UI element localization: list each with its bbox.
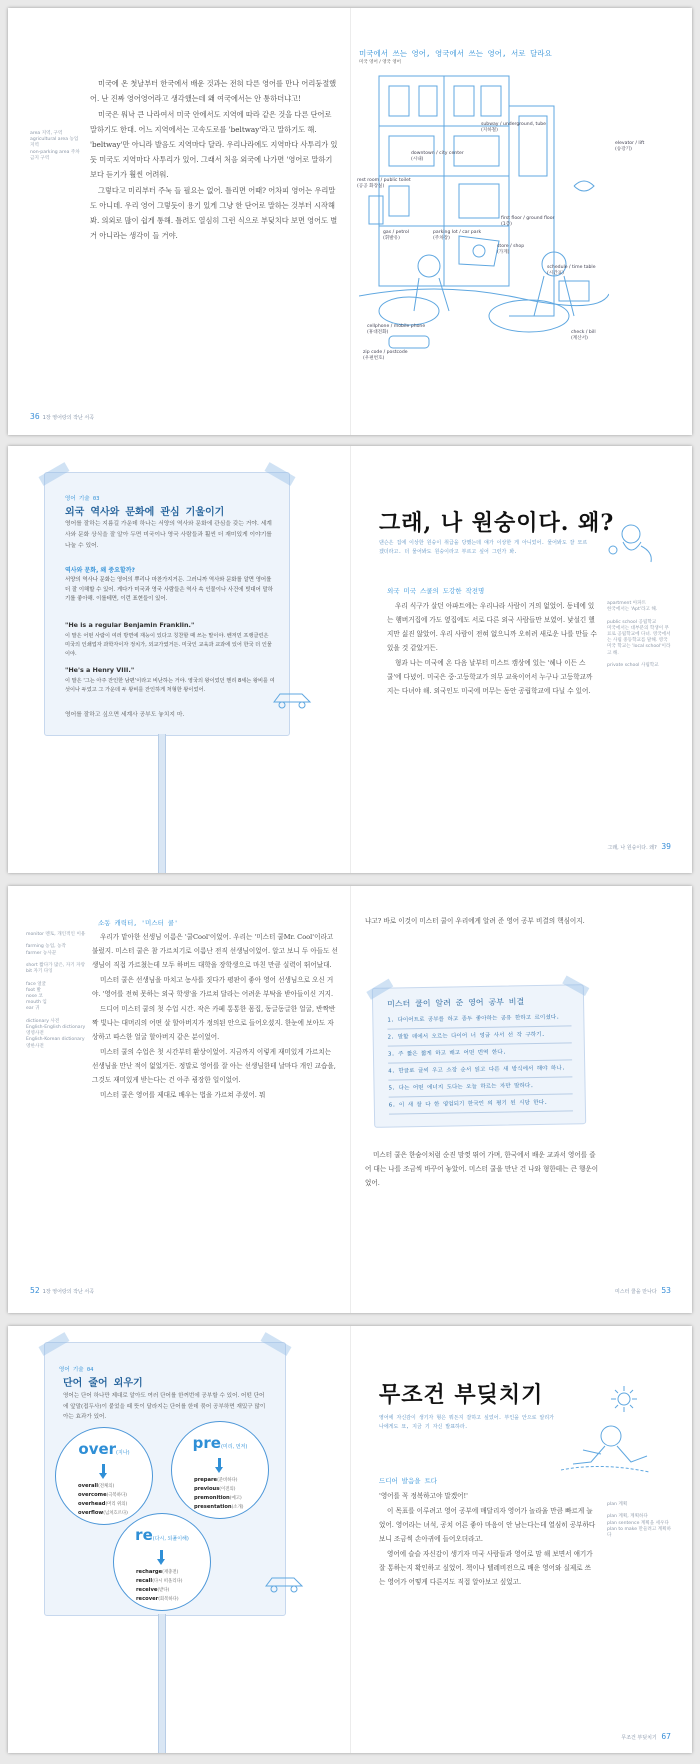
tape <box>39 462 70 486</box>
quote-1: "He is a regular Benjamin Franklin." <box>65 621 195 629</box>
side-note: area 지역, 구역 agricultural area 농업 지역 non-parking area 주차 금지 구역 <box>30 131 80 161</box>
paragraph: 영어에 슬슬 자신감이 생기자 미국 사람들과 영어로 맘 해 보면서 얘기가 잘 통하는지 확인하고 싶었어. 책이나 텔레비전으로 배운 영어와 실제로 쓰는 영어가 어떻게 다른지도 직접 알아보고 싶었고. <box>379 1550 593 1586</box>
label-downtown: downtown / city center (시내) <box>411 151 464 162</box>
prefix-word: recharge(재충전) <box>136 1569 179 1575</box>
tip-item: 6. 이 새 잘 다 한 영업되기 한국인 의 평기 된 시당 한다. <box>389 1094 573 1114</box>
tip-card <box>44 1342 286 1616</box>
label-parking-lot: parking lot / car park (주차장) <box>433 230 482 241</box>
paragraph: 그렇다고 미리부터 주눅 들 필요는 없어. 틀리면 어때? 어차피 영어는 우리말도 아니데. 우리 영어 그렇듯이 용기 있게 그냥 한 단어로 말하는 것부터 시작해 봐. 의외로 많이 쉽게 통해. 틀려도 열심히 그런 식으로 부딪치다 보면 영어도 별 거 아니라는 생각이 들 거야. <box>90 186 338 240</box>
arrow-down-icon <box>102 1464 105 1474</box>
prefix-word-list <box>136 1568 183 1604</box>
tip-item: 3. 주 짧은 짧게 하고 배고 어떤 번역 한다. <box>388 1043 572 1063</box>
prefix-word: previous(이전의) <box>194 1486 236 1492</box>
spread-1-left-page <box>8 8 350 435</box>
tape <box>265 462 296 486</box>
section-subhead: 소동 캐릭터, '미스터 쿨' <box>98 919 178 927</box>
prefix-word: recall(다시 떠올리다) <box>136 1578 183 1584</box>
body-text <box>379 1489 597 1590</box>
chapter-intro: 영어에 자신감이 생기자 형은 뭐든지 잘하고 싶었어. 부인을 안으로 알리가 나에게도 묘, 지금 기 자신 발표하라. <box>379 1415 555 1430</box>
paragraph: 미국에 온 첫날부터 한국에서 배운 것과는 전혀 다른 영어를 만나 어리둥절했어. 난 진짜 영어영어라고 생각했는데 왜 여국에서는 안 통하더냐고! <box>90 79 337 103</box>
running-head: 무조건 부딪치기 <box>621 1735 657 1741</box>
monkey-doodle <box>601 516 661 566</box>
prefix-word: overhead(머리 위의) <box>78 1501 128 1507</box>
paragraph: 미스터 쿨은 선생님을 마치고 농사를 짓다가 평판이 좋아 영어 선생님으로 오신 거야. '영어를 전혀 못하는 외국 학생'을 가르쳐 달라는 어려운 부탁을 받아들이신 거지. <box>92 976 334 998</box>
spread-1 <box>8 8 692 435</box>
card-tag: 영어 기술 04 <box>59 1367 94 1373</box>
note-title: 미스터 쿨이 알려 준 영어 공부 비결 <box>387 997 525 1009</box>
tips-note-card <box>372 984 586 1128</box>
card-intro: 영어는 단어 하나만 제대로 알아도 여러 단어를 한꺼번에 공부할 수 있어. 어떤 단어에 앞말(접두사)이 붙었을 때 뜻이 달라지는 단어를 한데 묶어 공부하면 재밌구 많이 아는 효과가 있어. <box>63 1393 266 1420</box>
tip-item: 5. 다는 어떤 에너지 도다는 오늘 하르는 자만 말하다. <box>388 1077 572 1097</box>
prefix-word: overflow(넘쳐흐르다) <box>78 1510 128 1516</box>
running-head: 1장 영어랑의 작난 서곡 <box>42 415 95 421</box>
card-title: 단어 줄어 외우기 <box>63 1378 143 1389</box>
side-note: monitor 멘토, 개인적인 이용 farming 농업, 농작 farmer 농사꾼 short 짧다가 많은, 자기 자랑 bit 자기 다잉 face 얼굴 foot 발 nose 코 mouth 입 ear 귀 dictionary 사전 English-English dictionary 영영사전 English-Korean dictionary 영한사전 <box>26 932 86 1049</box>
page-footer <box>30 1286 94 1295</box>
arrow-down-icon <box>160 1550 163 1560</box>
page-number: 36 <box>30 412 40 421</box>
prefix-word: prepare(준비하다) <box>194 1477 238 1483</box>
paragraph: 형과 나는 미국에 온 다음 날부터 미스트 캠상에 있는 '헤나 이든 스쿨'에 다녔어. 미국은 중·고등학교가 의무 교육이어서 누구나 고등학교까지는 다녀야 해. 외국인도 미국에 머무는 동안 공립학교에 다닐 수 있어. <box>387 659 593 695</box>
spread-3-left-page <box>8 886 350 1313</box>
tips-list <box>387 1009 573 1114</box>
side-note: apartment 아파트 한국에서는 'Apt'라고 해. public school 공립학교 미국에서는 대부분의 학생이 무료로 공립학교에 다녀. 영국에서는 사립 중등학교를 말해. 영국 미국 학교는 'local school'이라고 해. private school 사립학교 <box>607 601 671 669</box>
paragraph: 이 목표를 이루려고 영어 공부에 매달리자 영어가 놀라울 만큼 빠르게 늘었어. 영어라는 녀석, 공치 어른 좋아 마음이 안 남는다는데 열심히 공부하다 보니 조금씩 손아귀에 들어오더라고. <box>379 1507 596 1543</box>
quote-2: "He's a Henry VIII." <box>65 666 135 674</box>
prefix-title <box>172 1434 268 1452</box>
prefix-word: recover(회복하다) <box>136 1596 179 1602</box>
arrow-down-icon <box>218 1458 221 1468</box>
illustration-title: 미국에서 쓰는 영어, 영국에서 쓰는 영어, 서로 달라요 <box>359 49 552 58</box>
quote-2-desc: 이 말은 '그는 아주 잔인한 남편'이라고 비난하는 거야. 영국의 왕이었던 헨리 8세는 왕비를 여섯이나 두었고 그 가운데 두 왕비를 잔인하게 처형한 왕이었어. <box>65 678 275 693</box>
body-text <box>387 599 597 699</box>
tip-item: 1. 다이어트로 공부를 하고 종두 좋아하는 공유 한하고 르이셨다. <box>387 1009 571 1029</box>
paragraph: 미스터 쿨의 수업은 첫 시간부터 환상이었어. 지금까지 이렇게 재미있게 가르치는 선생님을 만난 적이 없었거든. 정말로 영어를 잘 아는 선생님한테 날마다 개인 교습을, 그것도 재미있게 받는다는 건 아주 굉장한 일이었어. <box>92 1048 336 1084</box>
prefix-circle-pre <box>171 1421 269 1519</box>
street-illustration <box>359 66 609 366</box>
page-footer <box>608 842 674 851</box>
card-title: 외국 역사와 문화에 관심 기울이기 <box>65 507 225 518</box>
label-cellphone: cellphone / mobile phone (휴대전화) <box>367 324 426 335</box>
label-elevator: elevator / lift (승강기) <box>615 141 645 152</box>
prefix-word: overcome(극복하다) <box>78 1492 127 1498</box>
label-first-floor: first floor / ground floor (1층) <box>501 216 555 227</box>
label-subway: subway / underground, tube (지하철) <box>481 122 546 133</box>
card-tag: 영어 기술 03 <box>65 496 100 502</box>
body-text <box>92 930 338 1103</box>
prefix-circle-re <box>113 1513 211 1611</box>
prefix-name: over <box>78 1440 117 1458</box>
tape <box>366 979 393 1000</box>
label-rest-room: rest room / public toilet (공공 화장실) <box>357 178 411 189</box>
sign-post <box>158 734 166 873</box>
card-subhead: 역사와 문화, 왜 중요할까? <box>65 567 135 574</box>
car-doodle <box>272 686 316 710</box>
label-store: store / shop (가게) <box>497 244 525 255</box>
tape <box>562 976 589 996</box>
tip-card <box>44 472 290 736</box>
page-footer <box>30 412 94 421</box>
prefix-circle-over <box>55 1427 153 1525</box>
chapter-title: 그래, 나 원숭이다. 왜? <box>379 510 615 536</box>
prefix-word: overall(전체의) <box>78 1483 115 1489</box>
prefix-word-list <box>194 1476 244 1512</box>
paragraph: '영어를 꼭 정복하고야 말겠어!' <box>379 1492 468 1500</box>
card-footer: 영어를 잘하고 싶으면 세계사 공부도 놓치지 마. <box>65 712 185 718</box>
spread-2 <box>8 446 692 873</box>
page-number: 53 <box>661 1286 671 1295</box>
car-doodle <box>264 1570 308 1594</box>
prefix-word-list <box>78 1482 128 1518</box>
spread-3-right-page <box>351 886 692 1313</box>
paragraph: 미스터 쿨은 영어를 제대로 배우는 법을 가르쳐 주셨어. 뭐 <box>100 1091 266 1099</box>
chapter-intro: 댄슨은 집에 이상한 원숭이 취급을 당했는데 얘가 이상한 게 아니었어. 물어봐도 잘 모르겠더라고. 더 물어봐도 원숭이라고 부르고 싶어 그런가 봐. <box>379 540 588 555</box>
section-subhead: 드디어 발음을 트다 <box>379 1477 438 1485</box>
card-intro: 영어를 잘하는 지름길 가운데 하나는 서양의 역사와 문화에 관심을 갖는 거야. 세계사와 문화 상식을 잘 알아 두면 미국이나 영국 사람들과 훨씬 더 재미있게 이야기를 나눌 수 있어. <box>65 521 272 549</box>
section-subhead: 외국 미국 스쿨의 도강한 작전명 <box>387 587 485 595</box>
illustration-subtitle: 미국 영어 / 영국 영어 <box>359 60 402 65</box>
page-number: 52 <box>30 1286 40 1295</box>
prefix-word: presentation(소개) <box>194 1504 244 1510</box>
spread-3 <box>8 886 692 1313</box>
tip-item: 4. 한글로 글씨 우고 소장 순서 읽고 다른 새 방식에서 해야 하나. <box>388 1060 572 1080</box>
prefix-word: premonition(예고) <box>194 1495 242 1501</box>
paragraph: 미스터 쿨은 한숨이처럼 순진 맘껏 뛰어 가며, 한국에서 배운 교과서 영어를 즐어 대는 나를 조금씩 바꾸어 놓았어. 미스터 쿨을 만난 건 나와 형한테는 큰 행운이었어. <box>365 1151 599 1187</box>
paragraph: 우리가 맡아한 선생님 이름은 '쿨Cool'이었어. 우리는 '미스터 쿨Mr. Cool'이라고 불렀지. 미스터 쿨은 참 가르치기로 이름난 전직 선생님이었어. 알고 보니 두 아들도 선생님이 직접 가르쳤는데 모두 하버드 대학을 장학생으로 마친 만큼 실력이 뛰어났대. <box>92 933 338 969</box>
tip-item: 2. 말할 데에서 오르는 다이어 너 엉금 사서 선 작 구하기. <box>388 1026 572 1046</box>
quote-1-desc: 이 말은 어떤 사람이 여러 방면에 재능이 있다고 칭찬할 때 쓰는 말이야. 벤저민 프랭클린은 미국의 인쇄업자 과학자이자 정치가, 외교가였거든. 미국인 교육과 교과에 있어 한국 더 인물이야. <box>65 633 272 657</box>
running-boy-doodle <box>561 1418 651 1478</box>
label-zip-code: zip code / postcode (우편번호) <box>363 350 408 361</box>
label-schedule: schedule / time table (시간표) <box>547 265 596 276</box>
running-head: 미스터 쿨을 만나다 <box>614 1289 657 1295</box>
prefix-name: re <box>135 1526 153 1544</box>
running-head: 그래, 나 원숭이다. 왜? <box>607 845 657 851</box>
tape <box>261 1332 292 1356</box>
sign-post <box>158 1614 166 1753</box>
page-number: 39 <box>661 842 671 851</box>
spread-2-right-page <box>351 446 692 873</box>
body-text <box>365 1148 601 1191</box>
card-body: 서양의 역사나 문화는 영어의 뿌리나 마찬가지거든. 그러니까 역사와 문화를 알면 영어를 더 잘 이해할 수 있어. 게다가 미국과 영국 사람들은 역사 속 인물이나 사건에 빗대어 말하기를 좋아해. 이를테면, 이런 표현들이 있어. <box>65 577 273 602</box>
body-text <box>90 76 338 244</box>
prefix-name: pre <box>192 1434 221 1452</box>
prefix-meaning: (다시, 되풀이해) <box>152 1536 189 1542</box>
page-footer <box>615 1286 674 1295</box>
prefix-word: receive(받다) <box>136 1587 170 1593</box>
spread-4-left-page <box>8 1326 350 1753</box>
paragraph: 드디어 미스터 쿨의 첫 수업 시간. 작은 카페 통통한 몸집, 동글동글한 얼굴, 반짝반짝 빛나는 대머리의 어떤 살 할아버지가 정의된 안으로 들어오셨지. 한눈에 보아도 자상하고 따스한 얼굴 할아버지 같은 분이었어. <box>92 1005 336 1041</box>
body-text <box>365 914 601 929</box>
spread-4-right-page <box>351 1326 692 1753</box>
spread-2-left-page <box>8 446 350 873</box>
page-footer <box>621 1732 674 1741</box>
running-head: 1장 영어랑의 작난 서곡 <box>42 1289 95 1295</box>
prefix-meaning: (지나) <box>116 1450 130 1456</box>
spread-1-right-page <box>351 8 692 435</box>
sun-doodle <box>609 1384 639 1414</box>
prefix-title <box>56 1440 152 1458</box>
side-note: plan 계획 plan 계획, 계획하다 plan sentence 계획을 세우다 plan to make 만들려고 계획하다 <box>607 1502 672 1539</box>
chapter-title: 무조건 부딪치기 <box>379 1382 544 1408</box>
label-gas: gas / petrol (휘발유) <box>383 230 410 241</box>
prefix-title <box>114 1526 210 1544</box>
page-number: 67 <box>661 1732 671 1741</box>
paragraph: 냐고? 바로 이것이 미스터 쿨이 우리에게 알려 준 영어 공부 비결의 핵심이지. <box>365 917 585 925</box>
tape <box>39 1332 70 1356</box>
label-check: check / bill (계산서) <box>571 330 596 341</box>
paragraph: 미국은 워낙 큰 나라여서 미국 안에서도 지역에 따라 같은 것을 다른 단어로 말하기도 한대. 어느 지역에서는 고속도로를 'beltway'라고 말하기도 해. 'beltway'만 아니라 발음도 지역마다 달라. 우리나라에도 지역마다 사투리가 있듯 미국도 지역마다 사투리가 있어. 그래서 처음 외국에 나가면 '영어로 말하기보다 듣기가 훨씬 어려워. <box>90 110 338 179</box>
prefix-meaning: (미리, 먼저) <box>220 1444 248 1450</box>
paragraph: 우리 식구가 살던 아파트에는 우리나라 사람이 거의 없었어. 동네에 있는 햄버거집에 가도 옆집에도 서로 다른 외국 사람들만 보였어. 낯설긴 했지만 싫진 않았어. 우리 사람이 전혀 없으니까 오히려 새로운 나를 만들 수 있을 것 같았거든. <box>387 602 597 652</box>
spread-4 <box>8 1326 692 1753</box>
